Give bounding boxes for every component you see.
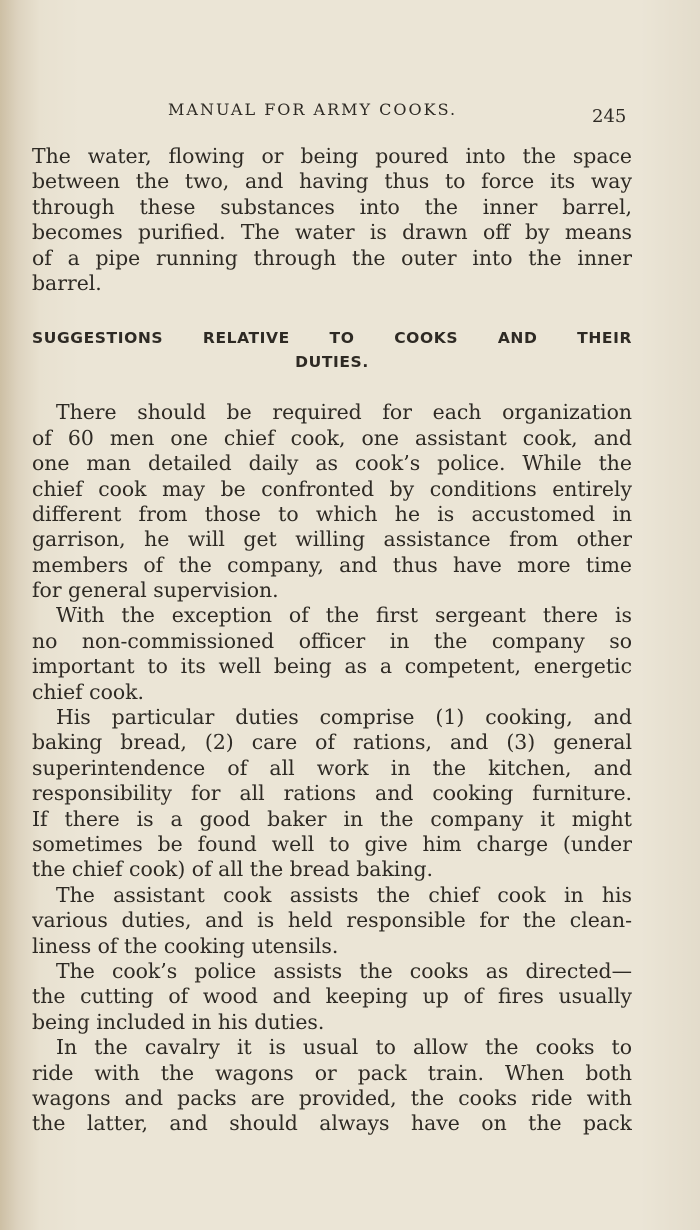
text-line: If there is a good baker in the company it might — [32, 806, 632, 831]
text-line: garrison, he will get willing assistance from other — [32, 527, 632, 552]
text-line: for general supervision. — [32, 578, 279, 603]
text-line: The water, flowing or being poured into the space — [32, 144, 632, 168]
text-line: wagons and packs are provided, the cooks ride with — [32, 1085, 632, 1110]
paragraph — [32, 400, 632, 603]
text-line: the cutting of wood and keeping up of fires usually — [32, 984, 632, 1009]
text-line: important to its well being as a competent, energetic — [32, 654, 632, 679]
text-line: the chief cook) of all the bread baking. — [32, 857, 433, 882]
section-heading-line: SUGGESTIONS RELATIVE TO COOKS AND THEIR — [32, 329, 632, 348]
body-text — [32, 144, 632, 1137]
text-line: ride with the wagons or pack train. When both — [32, 1060, 632, 1085]
text-line: There should be required for each organization — [56, 400, 632, 425]
text-line: the latter, and should always have on the pack — [32, 1111, 632, 1136]
paragraph — [32, 603, 632, 705]
section-heading — [32, 326, 632, 374]
text-line: members of the company, and thus have more time — [32, 552, 632, 577]
text-line: The cook’s police assists the cooks as directed— — [56, 958, 632, 983]
text-line: superintendence of all work in the kitchen, and — [32, 755, 632, 780]
text-line: His particular duties comprise (1) cooking, and — [56, 705, 632, 730]
paragraph — [32, 883, 632, 959]
text-line: In the cavalry it is usual to allow the cooks to — [56, 1035, 632, 1060]
text-line: of a pipe running through the outer into the inner — [32, 245, 632, 270]
text-line: no non-commissioned officer in the company so — [32, 628, 632, 653]
text-line: The assistant cook assists the chief cook in his — [56, 882, 632, 907]
text-line: liness of the cooking utensils. — [32, 933, 339, 958]
text-line: of 60 men one chief cook, one assistant cook, and — [32, 425, 632, 450]
paragraph — [32, 959, 632, 1035]
text-line: being included in his duties. — [32, 1009, 325, 1034]
text-line: With the exception of the first sergeant there is — [56, 603, 632, 628]
section-heading-line: DUTIES. — [295, 353, 369, 372]
paragraph — [32, 144, 632, 296]
paragraph — [32, 705, 632, 883]
running-head-title: MANUAL FOR ARMY COOKS. — [168, 100, 458, 119]
text-line: becomes purified. The water is drawn off by means — [32, 220, 632, 245]
text-line: baking bread, (2) care of rations, and (3) general — [32, 730, 632, 755]
running-head — [0, 100, 700, 128]
text-line: chief cook may be confronted by conditions entirely — [32, 476, 632, 501]
text-line: chief cook. — [32, 679, 144, 704]
text-line: through these substances into the inner barrel, — [32, 194, 632, 219]
page-number: 245 — [592, 106, 627, 127]
text-line: one man detailed daily as cook’s police. While the — [32, 451, 632, 476]
text-line: between the two, and having thus to force its way — [32, 169, 632, 194]
text-line: sometimes be found well to give him charge (under — [32, 831, 632, 856]
paragraph — [32, 1035, 632, 1137]
text-line: different from those to which he is accustomed in — [32, 501, 632, 526]
text-line: responsibility for all rations and cooking furniture. — [32, 781, 632, 806]
text-line: barrel. — [32, 270, 102, 295]
text-line: various duties, and is held responsible for the clean- — [32, 908, 632, 933]
